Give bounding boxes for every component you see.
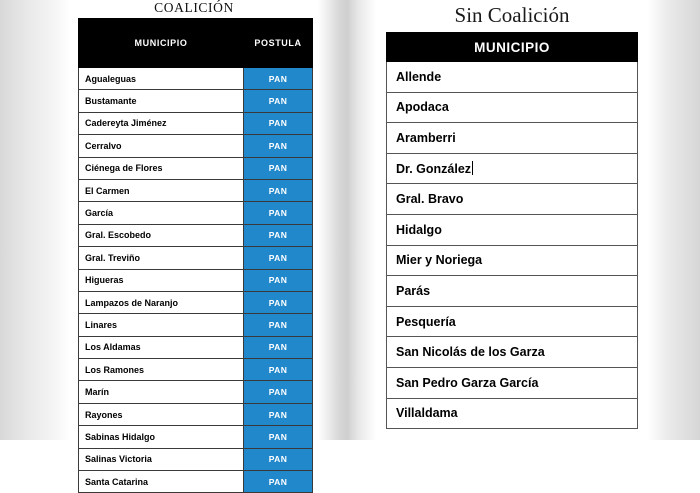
cell-municipio: Cadereyta Jiménez xyxy=(79,112,244,134)
cell-municipio xyxy=(387,123,638,154)
cell-municipio xyxy=(387,337,638,368)
cell-postula-badge: PAN xyxy=(244,112,313,134)
cell-municipio: El Carmen xyxy=(79,179,244,201)
table-row xyxy=(79,179,313,201)
table-row xyxy=(387,337,638,368)
table-row xyxy=(79,112,313,134)
cell-municipio: Rayones xyxy=(79,403,244,425)
cell-municipio-label: Aramberri xyxy=(396,130,456,145)
cell-postula-badge: PAN xyxy=(244,359,313,381)
cell-municipio xyxy=(387,92,638,123)
table-row xyxy=(387,398,638,429)
cell-postula-badge: PAN xyxy=(244,224,313,246)
table-row xyxy=(387,184,638,215)
coalicion-panel xyxy=(70,0,318,487)
cell-postula-badge: PAN xyxy=(244,135,313,157)
cell-municipio: García xyxy=(79,202,244,224)
table-row xyxy=(79,381,313,403)
table-row xyxy=(79,247,313,269)
table-row xyxy=(79,90,313,112)
cell-postula-badge: PAN xyxy=(244,403,313,425)
table-row xyxy=(79,314,313,336)
cell-municipio: Sabinas Hidalgo xyxy=(79,426,244,448)
coalicion-title: COALICIÓN xyxy=(154,0,234,15)
cell-postula-badge: PAN xyxy=(244,68,313,90)
cell-municipio xyxy=(387,62,638,93)
table-row xyxy=(79,68,313,90)
page-edge-middle xyxy=(318,0,376,440)
table-row xyxy=(79,403,313,425)
cell-municipio: Cerralvo xyxy=(79,135,244,157)
cell-municipio-label: Villaldama xyxy=(396,406,458,421)
cell-municipio-label: Gral. Bravo xyxy=(396,192,464,207)
cell-municipio-label: San Pedro Garza García xyxy=(396,375,539,390)
table-row xyxy=(79,157,313,179)
cell-municipio-label: San Nicolás de los Garza xyxy=(396,345,545,360)
cell-municipio-label: Mier y Noriega xyxy=(396,253,483,268)
sin-coalicion-panel xyxy=(376,0,648,440)
cell-municipio: Ciénega de Flores xyxy=(79,157,244,179)
cell-municipio xyxy=(387,367,638,398)
cell-municipio: Gral. Escobedo xyxy=(79,224,244,246)
cell-municipio: Marín xyxy=(79,381,244,403)
column-header-municipio: MUNICIPIO xyxy=(387,33,638,62)
cell-postula-badge: PAN xyxy=(244,90,313,112)
coalicion-table xyxy=(78,18,313,493)
cell-postula-badge: PAN xyxy=(244,202,313,224)
cell-municipio: Bustamante xyxy=(79,90,244,112)
page-edge-left xyxy=(0,0,70,440)
cell-municipio-label: Hidalgo xyxy=(396,222,442,237)
cell-postula-badge: PAN xyxy=(244,471,313,493)
table-row xyxy=(387,153,638,184)
cell-municipio xyxy=(387,184,638,215)
cell-municipio: Los Ramones xyxy=(79,359,244,381)
table-row xyxy=(387,62,638,93)
table-header-row xyxy=(79,19,313,68)
table-row xyxy=(387,245,638,276)
table-row xyxy=(79,291,313,313)
cell-municipio: Gral. Treviño xyxy=(79,247,244,269)
cell-municipio-label: Parás xyxy=(396,283,431,298)
table-row xyxy=(79,359,313,381)
cell-municipio: Higueras xyxy=(79,269,244,291)
table-row xyxy=(79,336,313,358)
table-row xyxy=(387,276,638,307)
sin-coalicion-title: Sin Coalición xyxy=(454,3,570,27)
cell-municipio xyxy=(387,276,638,307)
column-header-municipio: MUNICIPIO xyxy=(79,19,244,68)
cell-postula-badge: PAN xyxy=(244,247,313,269)
cell-municipio: Lampazos de Naranjo xyxy=(79,291,244,313)
sin-coalicion-table xyxy=(386,32,638,429)
cell-municipio: Agualeguas xyxy=(79,68,244,90)
cell-municipio xyxy=(387,306,638,337)
table-row xyxy=(387,123,638,154)
cell-postula-badge: PAN xyxy=(244,157,313,179)
table-row xyxy=(79,202,313,224)
table-row xyxy=(79,135,313,157)
cell-municipio: Linares xyxy=(79,314,244,336)
cell-municipio-label: Apodaca xyxy=(396,100,449,115)
table-row xyxy=(387,92,638,123)
cell-municipio xyxy=(387,398,638,429)
table-row xyxy=(387,306,638,337)
cell-municipio: Los Aldamas xyxy=(79,336,244,358)
cell-postula-badge: PAN xyxy=(244,426,313,448)
table-row xyxy=(79,224,313,246)
cell-postula-badge: PAN xyxy=(244,448,313,470)
cell-postula-badge: PAN xyxy=(244,269,313,291)
cell-municipio-label: Pesquería xyxy=(396,314,456,329)
table-header-row xyxy=(387,33,638,62)
cell-municipio xyxy=(387,214,638,245)
cell-municipio xyxy=(387,153,638,184)
cell-postula-badge: PAN xyxy=(244,336,313,358)
cell-municipio xyxy=(387,245,638,276)
table-row xyxy=(79,269,313,291)
cell-postula-badge: PAN xyxy=(244,381,313,403)
page-edge-right xyxy=(648,0,700,440)
cell-postula-badge: PAN xyxy=(244,179,313,201)
table-row xyxy=(79,426,313,448)
table-row xyxy=(387,214,638,245)
cell-municipio: Salinas Victoria xyxy=(79,448,244,470)
text-cursor-caret xyxy=(472,161,473,175)
cell-municipio-label: Allende xyxy=(396,69,442,84)
column-header-postula: POSTULA xyxy=(244,19,313,68)
cell-municipio-label: Dr. González xyxy=(396,162,472,177)
table-row xyxy=(79,448,313,470)
table-row xyxy=(387,367,638,398)
cell-postula-badge: PAN xyxy=(244,314,313,336)
cell-municipio: Santa Catarina xyxy=(79,471,244,493)
cell-postula-badge: PAN xyxy=(244,291,313,313)
table-row xyxy=(79,471,313,493)
